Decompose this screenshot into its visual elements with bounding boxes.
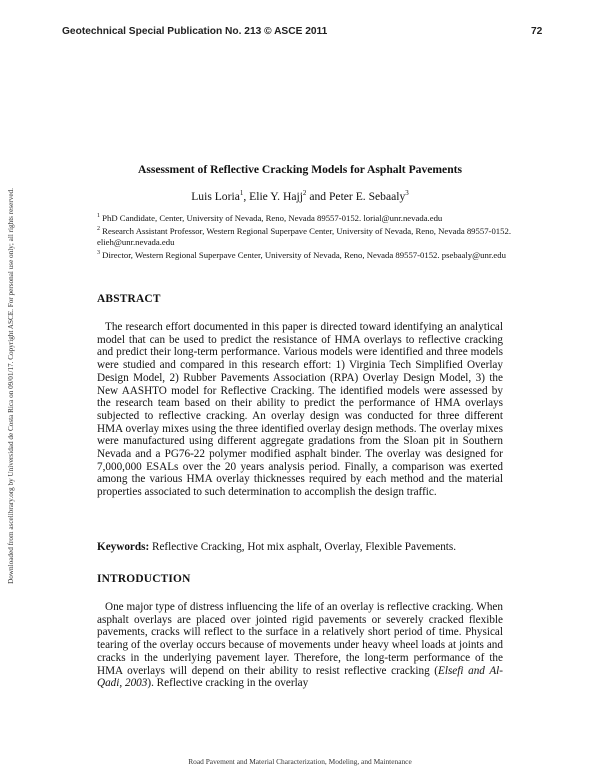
abstract-text: The research effort documented in this paper is directed toward identifying an analytical model that can be used to predict the resistance of HMA overlays to reflective cracking and predict their long-term performance. Various models were identified and three models were studied and compared in this research effort: 1) Virginia Tech Simplified Overlay Design Model, 2) Rubber Pavements Association (RPA) Overlay Design Model, 3) the New AASHTO model for Reflective Cracking. The identified models were assessed by the research team based on their ability to predict the performance of HMA overlays subjected to reflective cracking. An overlay design was conducted for three different HMA overlay mixes using the three identified overlay design methods. The overlay mixes were manufactured using different aggregate gradations from the Sloan pit in Southern Nevada and a PG76-22 polymer modified asphalt binder. The overlay was designed for 7,000,000 ESALs over the 20 years analysis period. Finally, a comparison was exerted among the various HMA overlay thicknesses required by each method and the material properties associated to such determination to accomplish the design traffic. xyxy=(97,321,503,499)
author-superscript: 2 xyxy=(302,189,307,197)
citation: Elsefi and Al-Qadi, 2003 xyxy=(97,664,503,690)
author-list xyxy=(0,189,600,203)
author-name: Luis Loria xyxy=(191,189,240,203)
author-superscript: 1 xyxy=(239,189,244,197)
author-superscript: 3 xyxy=(405,189,409,197)
download-watermark: Downloaded from ascelibrary.org by Universidad de Costa Rica on 09/01/17. Copyright ASCE. For personal use only; all rights reserved. xyxy=(7,188,15,584)
abstract-heading: ABSTRACT xyxy=(97,293,161,305)
introduction-heading: INTRODUCTION xyxy=(97,573,191,585)
author-separator: , xyxy=(243,189,250,203)
keywords xyxy=(97,541,456,553)
author-separator: and xyxy=(306,189,329,203)
affiliation-3: $^3$ Director, Western Regional Superpave Center, University of Nevada, Reno, Nevada 89557-0152. psebaaly@unr.edu xyxy=(97,249,506,260)
page-number: 72 xyxy=(531,26,543,37)
keywords-text: Reflective Cracking, Hot mix asphalt, Overlay, Flexible Pavements. xyxy=(149,541,457,553)
keywords-label: Keywords: xyxy=(97,541,150,553)
author-name: Peter E. Sebaaly xyxy=(328,189,406,203)
affiliation-1: $^1$ PhD Candidate, Center, University of Nevada, Reno, Nevada 89557-0152. lorial@unr.nevada.edu xyxy=(97,212,443,223)
running-header: Geotechnical Special Publication No. 213 © ASCE 2011 xyxy=(62,26,328,37)
author-name: Elie Y. Hajj xyxy=(249,189,303,203)
affiliation-2: $^2$ Research Assistant Professor, Western Regional Superpave Center, University of Nevada, Reno, Nevada 89557-0152. elieh@unr.nevada.edu xyxy=(97,225,511,248)
introduction-text: One major type of distress influencing the life of an overlay is reflective cracking. When asphalt overlays are placed over jointed rigid pavements or severely cracked flexible pavements, cracks will reflect to the surface in a relatively short period of time. Physical tearing of the overlay occurs because of movements under heavy wheel loads at joints and cracks in the underlying pavement layer. Therefore, the long-term performance of the HMA overlays will depend on their ability to resist reflective cracking (Elsefi and Al-Qadi, 2003). Reflective cracking in the overlay xyxy=(97,601,503,690)
page-footer: Road Pavement and Material Characterization, Modeling, and Maintenance xyxy=(188,757,412,766)
paper-title: Assessment of Reflective Cracking Models for Asphalt Pavements xyxy=(137,163,463,176)
